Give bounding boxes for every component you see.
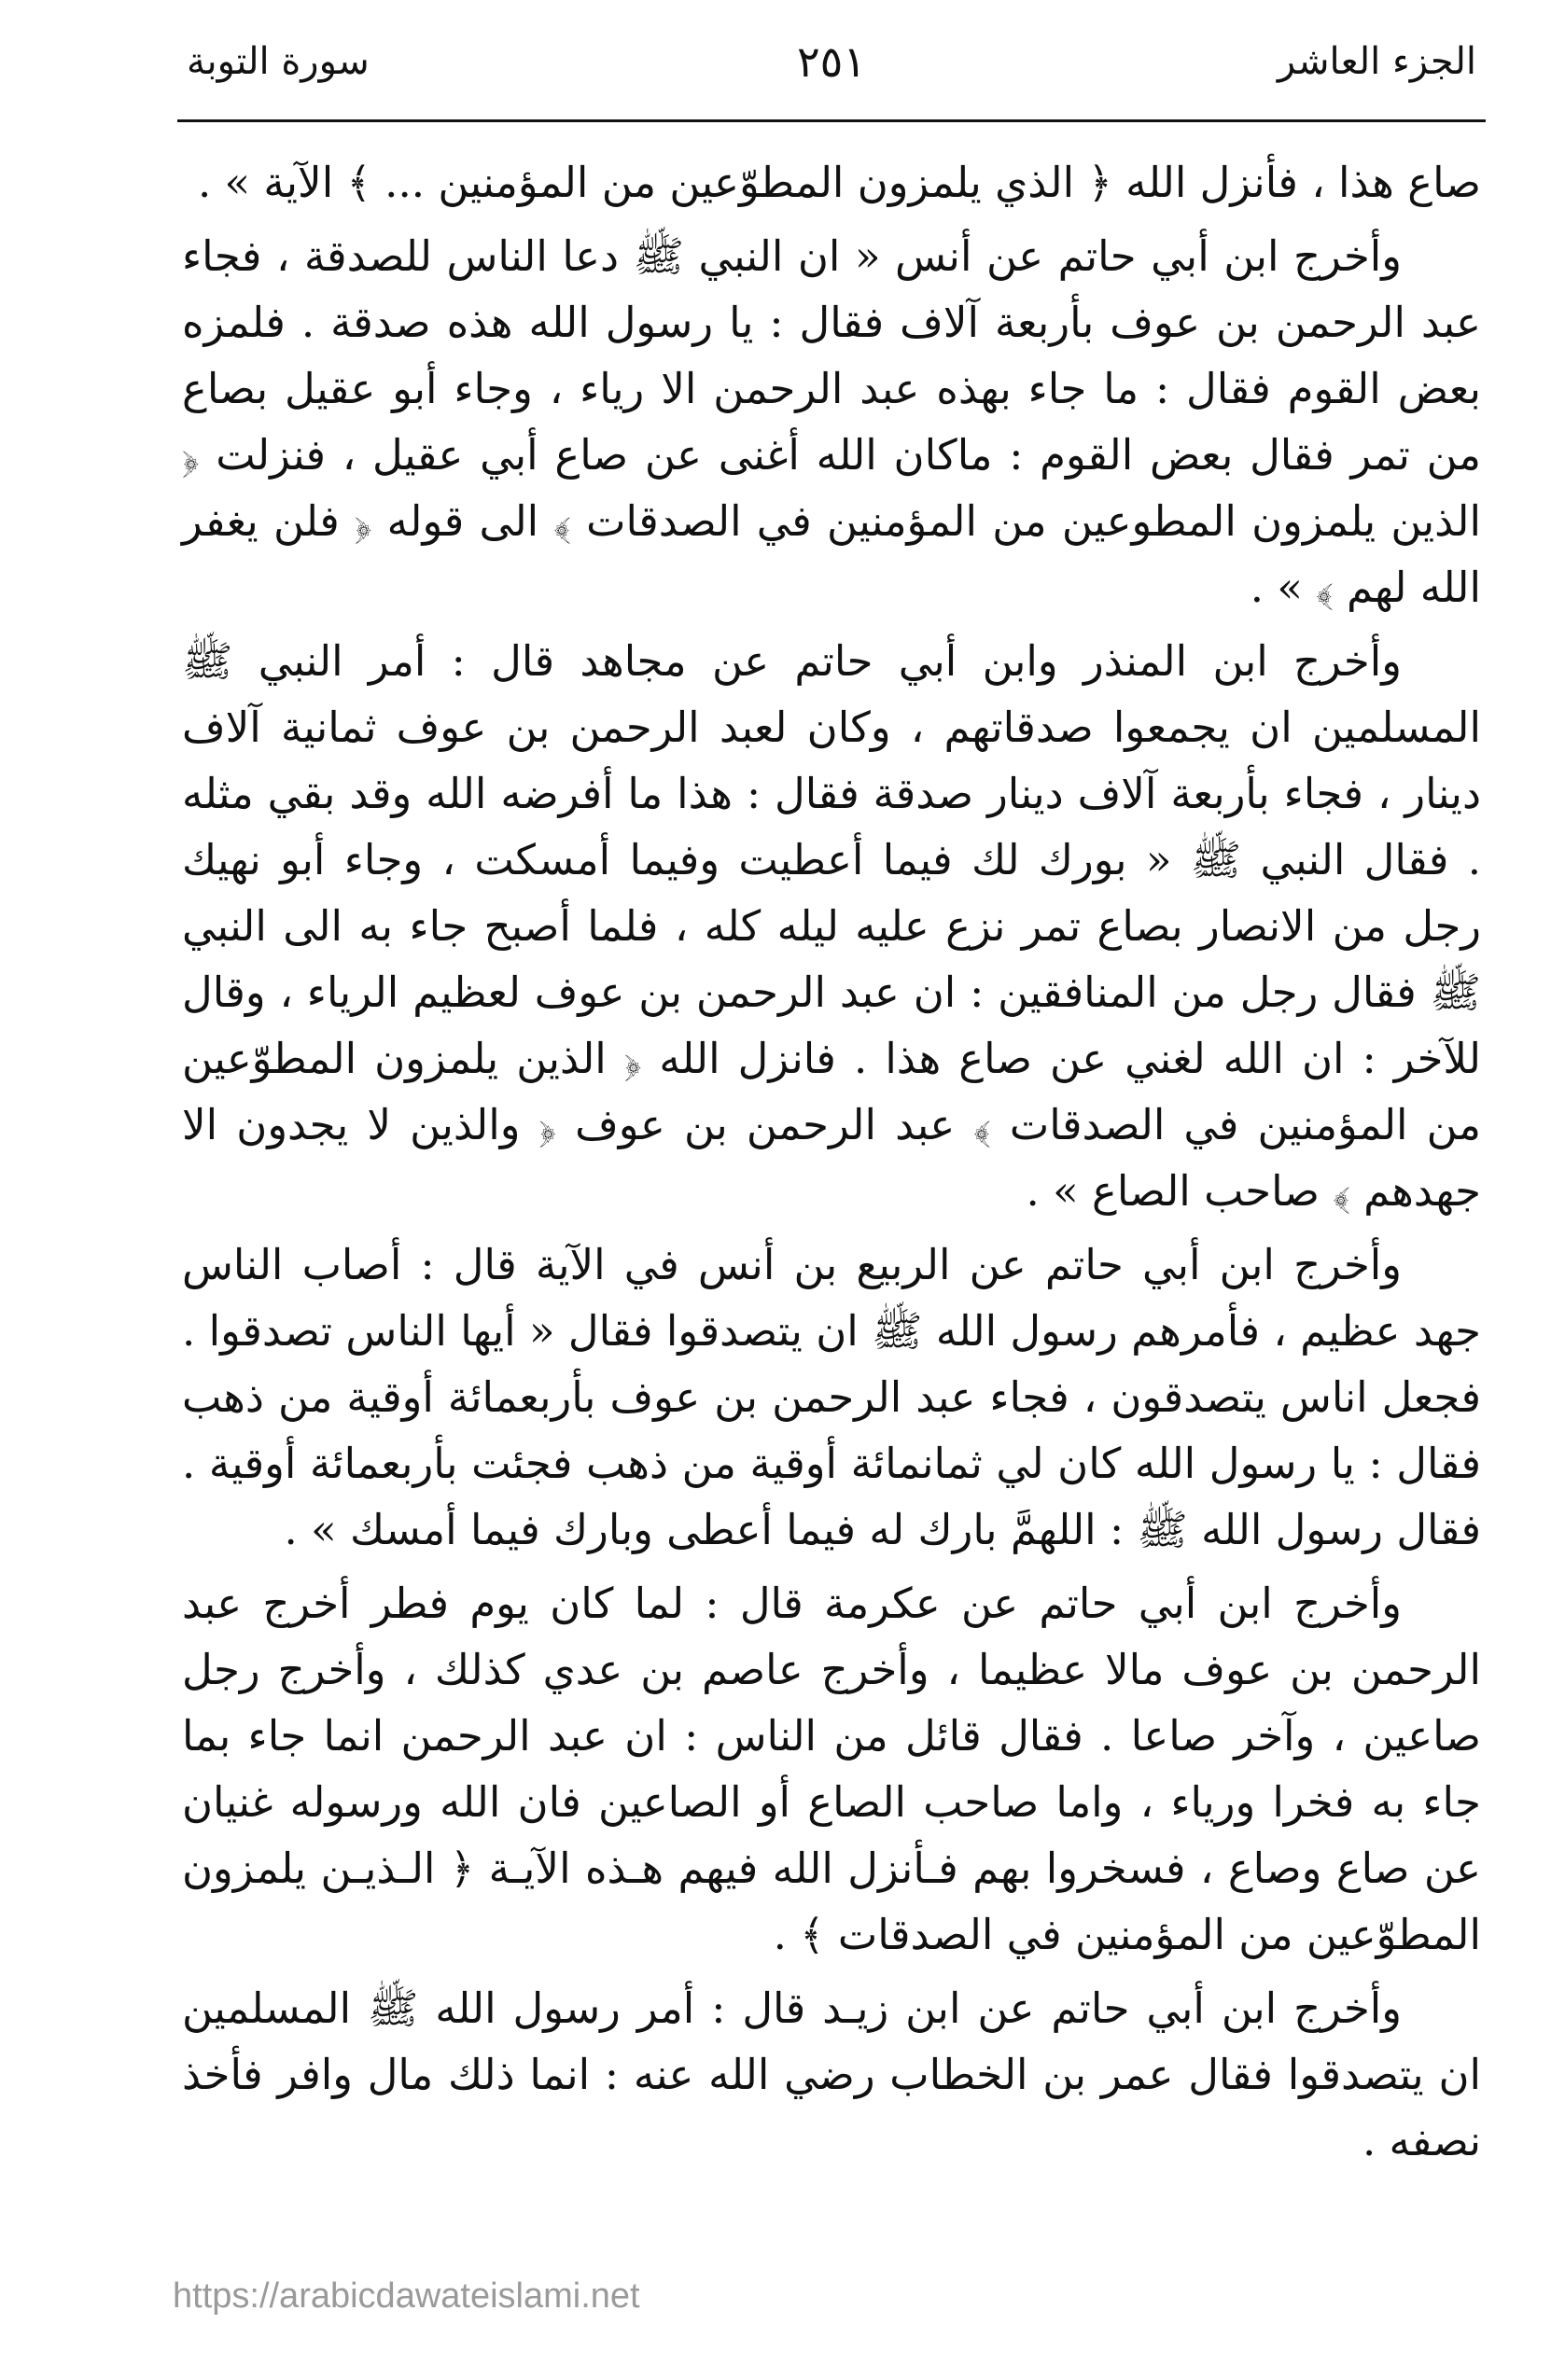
paragraph-2: وأخرج ابن أبي حاتم عن أنس « ان النبي ﷺ دعا الناس للصدقة ، فجاء عبد الرحمن بن عوف بأربعة آلاف فقال : يا رسول الله هذه صدقة . فلمزه بعض القوم فقال : ما جاء بهذه عبد الرحمن الا رياء ، وجاء أبو عقيل بصاع من تمر فقال بعض القوم : ماكان الله أغنى عن صاع أبي عقيل ، فنزلت ﴿ الذين يلمزون المطوعين من المؤمنين في الصدقات ﴾ الى قوله ﴿ فلن يغفر الله لهم ﴾ » . xyxy=(182,231,1481,612)
page-header xyxy=(177,26,1486,101)
paragraph-1: صاع هذا ، فأنزل الله ﴿ الذي يلمزون المطوّعين من المؤمنين ... ﴾ الآية » . xyxy=(197,158,1481,207)
paragraph-6: وأخرج ابن أبي حاتم عن ابن زيـد قال : أمر رسول الله ﷺ المسلمين ان يتصدقوا فقال عمر بن الخطاب رضي الله عنه : انما ذلك مال وافر فأخذ نصفه . xyxy=(182,1983,1482,2165)
page-body xyxy=(182,149,1481,2181)
part-title: الجزء العاشر xyxy=(1277,40,1476,83)
paragraph-3: وأخرج ابن المنذر وابن أبي حاتم عن مجاهد قال : أمر النبي ﷺ المسلمين ان يجمعوا صدقاتهم ، وكان لعبد الرحمن بن عوف ثمانية آلاف دينار ، فجاء بأربعة آلاف دينار صدقة فقال : هذا ما أفرضه الله وقد بقي مثله . فقال النبي ﷺ « بورك لك فيما أعطيت وفيما أمسكت ، وجاء أبو نهيك رجل من الانصار بصاع تمر نزع عليه ليله كله ، فلما أصبح جاء به الى النبي ﷺ فقال رجل من المنافقين : ان عبد الرحمن بن عوف لعظيم الرياء ، وقال للآخر : ان الله لغني عن صاع هذا . فانزل الله ﴿ الذين يلمزون المطوّعين من المؤمنين في الصدقات ﴾ عبد الرحمن بن عوف ﴿ والذين لا يجدون الا جهدهم ﴾ صاحب الصاع » . xyxy=(182,636,1481,1216)
header-divider xyxy=(177,119,1486,122)
surah-title: سورة التوبة xyxy=(187,40,370,83)
page-number: ٢٥١ xyxy=(796,36,867,87)
paragraph-5: وأخرج ابن أبي حاتم عن عكرمة قال : لما كان يوم فطر أخرج عبد الرحمن بن عوف مالا عظيما ، وأخرج عاصم بن عدي كذلك ، وأخرج رجل صاعين ، وآخر صاعا . فقال قائل من الناس : ان عبد الرحمن انما جاء بما جاء به فخرا ورياء ، واما صاحب الصاع أو الصاعين فان الله ورسوله غنيان عن صاع وصاع ، فسخروا بهم فـأنزل الله فيهم هـذه الآيـة ﴿ الـذيـن يلمزون المطوّعين من المؤمنين في الصدقات ﴾ . xyxy=(182,1579,1481,1959)
watermark-url: https://arabicdawateislami.net xyxy=(173,2276,640,2316)
paragraph-4: وأخرج ابن أبي حاتم عن الربيع بن أنس في الآية قال : أصاب الناس جهد عظيم ، فأمرهم رسول الله ﷺ ان يتصدقوا فقال « أيها الناس تصدقوا . فجعل اناس يتصدقون ، فجاء عبد الرحمن بن عوف بأربعمائة أوقية من ذهب فقال : يا رسول الله كان لي ثمانمائة أوقية من ذهب فجئت بأربعمائة أوقية . فقال رسول الله ﷺ : اللهمَّ بارك له فيما أعطى وبارك فيما أمسك » . xyxy=(182,1240,1482,1554)
